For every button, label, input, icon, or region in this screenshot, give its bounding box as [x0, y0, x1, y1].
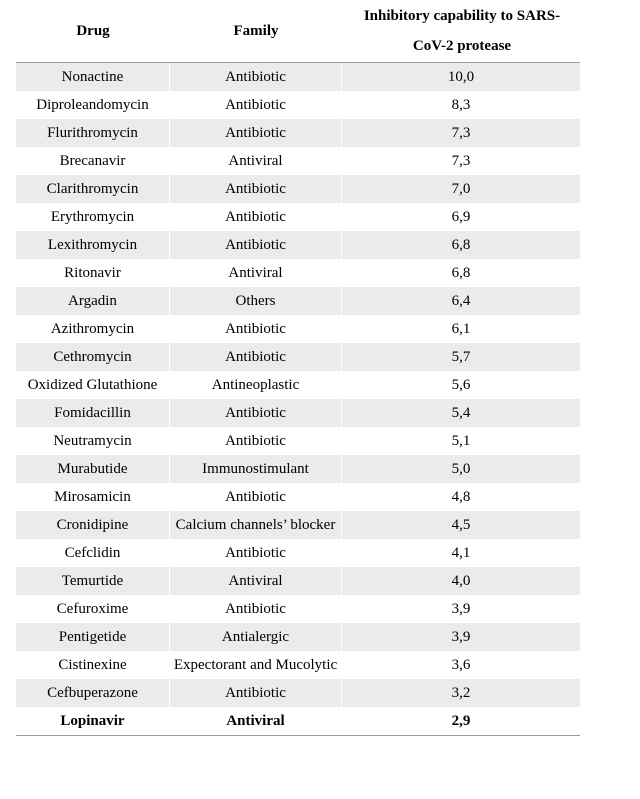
cell-value: 3,9: [451, 601, 471, 617]
cell-drug: Mirosamicin: [16, 483, 170, 511]
cell-value: 5,4: [451, 405, 471, 421]
cell-value: 4,8: [451, 489, 471, 505]
header-drug: Drug: [76, 23, 110, 39]
table-row: [16, 259, 580, 287]
table-row: [16, 679, 580, 707]
cell-family: Immunostimulant: [170, 455, 342, 483]
table-row: [16, 455, 580, 483]
cell-drug: Brecanavir: [16, 147, 170, 175]
cell-drug: Clarithromycin: [16, 175, 170, 203]
cell-family: Antibiotic: [170, 595, 342, 623]
cell-drug: Cethromycin: [16, 343, 170, 371]
cell-value: 2,9: [451, 713, 471, 729]
cell-drug: Oxidized Glutathione: [16, 371, 170, 399]
cell-family: Antibiotic: [170, 91, 342, 119]
table-row: [16, 231, 580, 259]
table-row: [16, 119, 580, 147]
cell-value: 4,0: [451, 573, 471, 589]
cell-value: 6,4: [451, 293, 471, 309]
cell-family: Antibiotic: [170, 63, 342, 91]
table-row: [16, 147, 580, 175]
header-family: Family: [233, 23, 279, 39]
cell-drug: Cefclidin: [16, 539, 170, 567]
cell-family: Antibiotic: [170, 399, 342, 427]
cell-value: 4,5: [451, 517, 471, 533]
cell-value: 3,9: [451, 629, 471, 645]
cell-family: Antibiotic: [170, 539, 342, 567]
cell-value: 10,0: [447, 69, 475, 85]
cell-drug: Azithromycin: [16, 315, 170, 343]
cell-drug: Pentigetide: [16, 623, 170, 651]
cell-drug: Neutramycin: [16, 427, 170, 455]
cell-drug: Lopinavir: [16, 707, 170, 735]
cell-value: 3,6: [451, 657, 471, 673]
cell-family: Antialergic: [170, 623, 342, 651]
table-row: [16, 483, 580, 511]
table-row: [16, 91, 580, 119]
cell-value: 5,1: [451, 433, 471, 449]
table-row: [16, 623, 580, 651]
table-row: [16, 175, 580, 203]
cell-drug: Fomidacillin: [16, 399, 170, 427]
table-row: [16, 427, 580, 455]
cell-value: 6,8: [451, 237, 471, 253]
cell-value: 6,1: [451, 321, 471, 337]
cell-drug: Lexithromycin: [16, 231, 170, 259]
cell-drug: Ritonavir: [16, 259, 170, 287]
cell-family: Antibiotic: [170, 483, 342, 511]
table-row: [16, 511, 580, 539]
table-row: [16, 399, 580, 427]
cell-family: Antibiotic: [170, 679, 342, 707]
table-row: [16, 203, 580, 231]
cell-family: Antibiotic: [170, 343, 342, 371]
cell-family: Antiviral: [170, 147, 342, 175]
cell-family: Calcium channels’ blocker: [170, 511, 342, 539]
table-row: [16, 707, 580, 736]
cell-drug: Cistinexine: [16, 651, 170, 679]
table-row: [16, 315, 580, 343]
table-row: [16, 63, 580, 91]
table-row: [16, 343, 580, 371]
table-row: [16, 287, 580, 315]
cell-drug: Cefbuperazone: [16, 679, 170, 707]
cell-value: 7,3: [451, 125, 471, 141]
cell-family: Antiviral: [170, 567, 342, 595]
cell-drug: Diproleandomycin: [16, 91, 170, 119]
table-header: [16, 0, 580, 63]
cell-value: 6,9: [451, 209, 471, 225]
cell-value: 5,0: [451, 461, 471, 477]
cell-value: 4,1: [451, 545, 471, 561]
cell-value: 5,6: [451, 377, 471, 393]
cell-family: Expectorant and Mucolytic: [170, 651, 342, 679]
table-row: [16, 651, 580, 679]
cell-family: Antibiotic: [170, 203, 342, 231]
table-row: [16, 595, 580, 623]
cell-family: Antibiotic: [170, 427, 342, 455]
cell-family: Antineoplastic: [170, 371, 342, 399]
cell-value: 3,2: [451, 685, 471, 701]
cell-drug: Argadin: [16, 287, 170, 315]
cell-family: Antiviral: [170, 259, 342, 287]
cell-drug: Cronidipine: [16, 511, 170, 539]
cell-family: Others: [170, 287, 342, 315]
drug-table: [16, 0, 580, 736]
cell-drug: Cefuroxime: [16, 595, 170, 623]
cell-drug: Nonactine: [16, 63, 170, 91]
cell-family: Antiviral: [170, 707, 342, 735]
cell-family: Antibiotic: [170, 231, 342, 259]
cell-value: 6,8: [451, 265, 471, 281]
cell-value: 7,3: [451, 153, 471, 169]
cell-value: 7,0: [451, 181, 471, 197]
cell-drug: Temurtide: [16, 567, 170, 595]
header-inhibitory: Inhibitory capability to SARS-CoV-2 protease: [363, 8, 561, 54]
cell-value: 5,7: [451, 349, 471, 365]
cell-drug: Erythromycin: [16, 203, 170, 231]
table-row: [16, 371, 580, 399]
cell-family: Antibiotic: [170, 175, 342, 203]
cell-family: Antibiotic: [170, 315, 342, 343]
cell-drug: Flurithromycin: [16, 119, 170, 147]
cell-value: 8,3: [451, 97, 471, 113]
table-row: [16, 539, 580, 567]
table-row: [16, 567, 580, 595]
cell-drug: Murabutide: [16, 455, 170, 483]
cell-family: Antibiotic: [170, 119, 342, 147]
